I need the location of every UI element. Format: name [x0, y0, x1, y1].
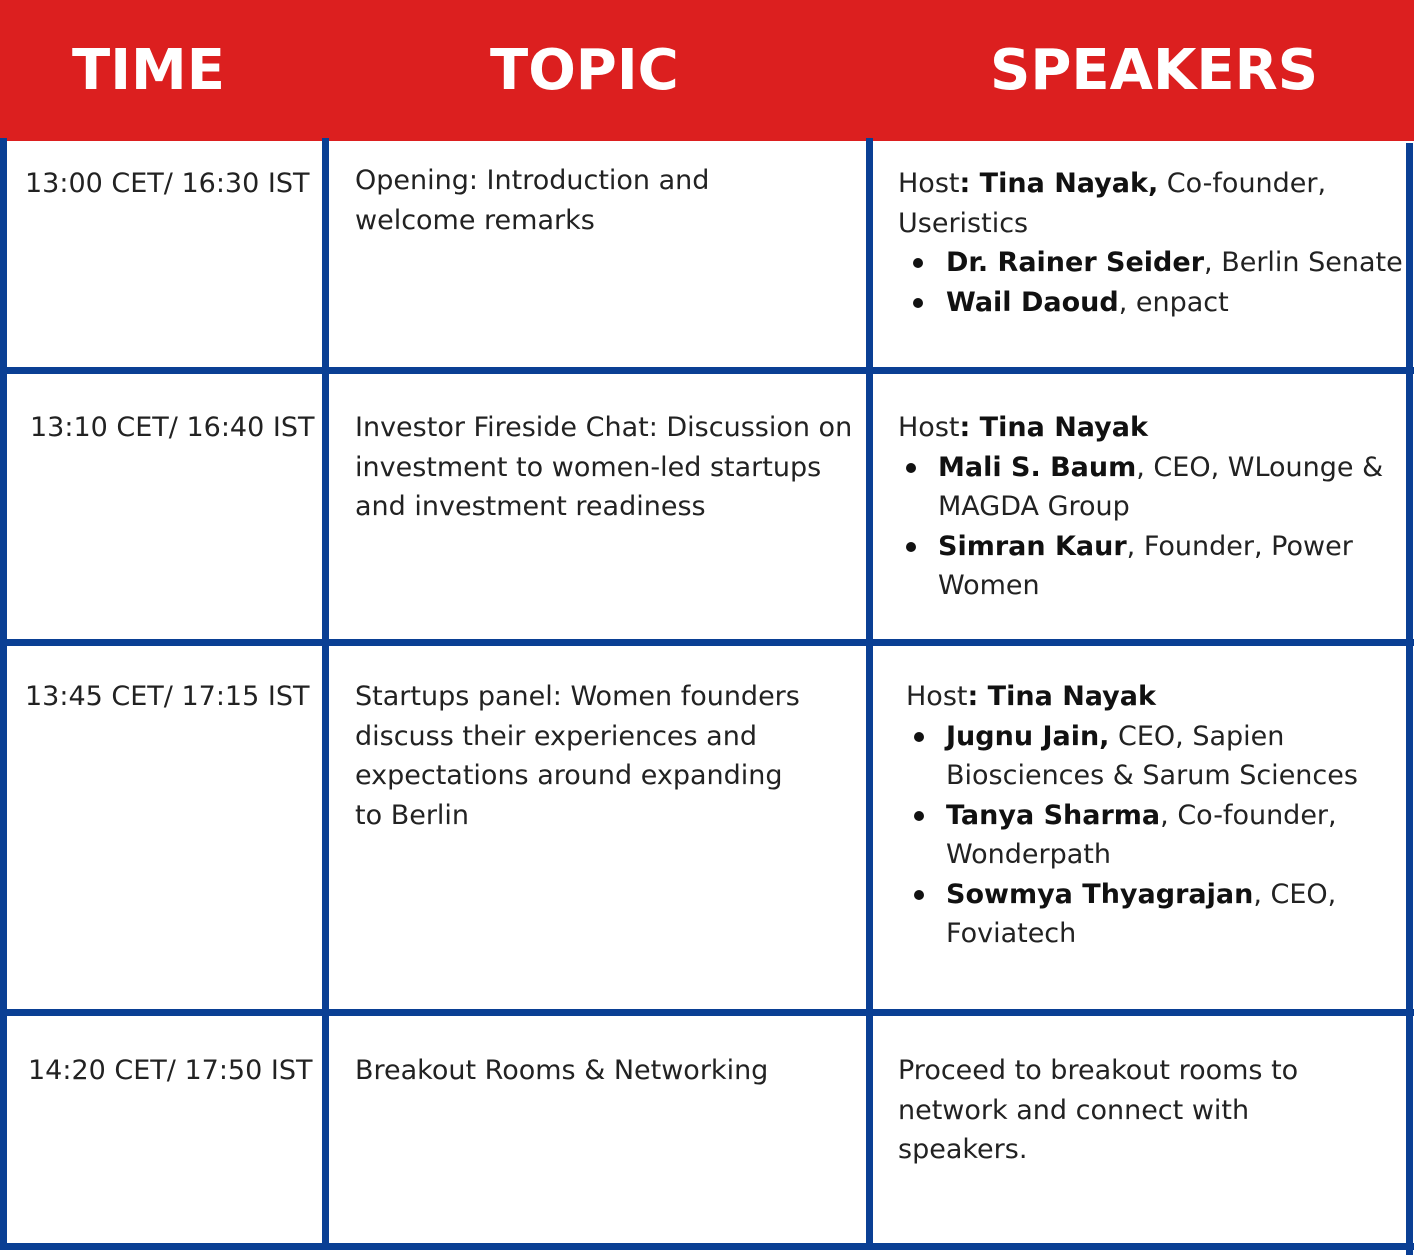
row4-speakers	[898, 1051, 1403, 1170]
bullet-icon	[913, 258, 923, 268]
speaker-item	[906, 717, 1411, 796]
speaker-role: CEO, Sapien	[1109, 720, 1285, 752]
host-label: Host	[906, 681, 968, 712]
row4-speaker-text: Proceed to breakout rooms to	[898, 1055, 1299, 1086]
row3-speakers	[906, 677, 1411, 954]
agenda-header	[0, 0, 1414, 141]
bullet-icon	[906, 463, 916, 473]
row1-topic-line: Opening: Introduction and	[355, 165, 710, 196]
header-time: TIME	[72, 38, 226, 103]
speaker-role-line2: Foviatech	[946, 918, 1077, 949]
row2-host-line	[898, 408, 1403, 448]
host-role-line2: Useristics	[898, 207, 1029, 239]
row2-topic	[355, 408, 860, 527]
grid-line-row1	[0, 367, 1414, 374]
bullet-icon	[913, 298, 923, 308]
row4-speaker-text: network and connect with	[898, 1094, 1250, 1126]
speaker-name: Wail Daoud	[946, 286, 1119, 318]
speaker-role-line2: Biosciences & Sarum Sciences	[946, 760, 1358, 791]
speaker-role: , CEO, WLounge &	[1136, 451, 1384, 483]
speaker-name: Sowmya Thyagrajan	[946, 878, 1254, 910]
speaker-name: Tanya Sharma	[946, 799, 1161, 831]
header-speakers: SPEAKERS	[990, 38, 1319, 103]
header-topic: TOPIC	[490, 38, 679, 103]
speaker-role-line2: MAGDA Group	[938, 491, 1130, 522]
grid-line-left	[0, 138, 7, 1250]
host-name: : Tina Nayak	[959, 412, 1148, 443]
row4-topic-line: Breakout Rooms & Networking	[355, 1055, 769, 1086]
grid-line-col2	[866, 138, 873, 1250]
host-name: : Tina Nayak,	[959, 168, 1159, 199]
speaker-role: , Co-founder,	[1160, 799, 1337, 831]
speaker-name: Simran Kaur	[938, 530, 1127, 562]
bullet-icon	[906, 542, 916, 552]
row2-speaker-list	[898, 448, 1403, 606]
speaker-item	[906, 875, 1411, 954]
grid-line-row2	[0, 639, 1414, 646]
grid-line-row3	[0, 1009, 1414, 1016]
row1-speakers	[898, 164, 1403, 322]
speaker-item	[898, 283, 1403, 323]
speaker-role: , Founder, Power	[1126, 530, 1353, 562]
speaker-role: , enpact	[1118, 286, 1229, 318]
row1-topic-line: welcome remarks	[355, 204, 595, 236]
speaker-item	[898, 243, 1403, 283]
speaker-item	[906, 796, 1411, 875]
row3-speaker-list	[906, 717, 1411, 954]
speaker-role-line2: Wonderpath	[946, 839, 1111, 870]
bullet-icon	[914, 890, 924, 900]
row2-time: 13:10 CET/ 16:40 IST	[30, 412, 315, 443]
row1-time: 13:00 CET/ 16:30 IST	[25, 168, 310, 199]
speaker-role-line2: Women	[938, 570, 1040, 601]
grid-line-bottom	[0, 1243, 1414, 1250]
speaker-item	[898, 448, 1403, 527]
host-name: : Tina Nayak	[967, 681, 1156, 712]
grid-line-col1	[322, 138, 329, 1250]
row3-time: 13:45 CET/ 17:15 IST	[25, 681, 310, 712]
row3-topic-line: to Berlin	[355, 799, 470, 831]
row4-speaker-text: speakers.	[898, 1134, 1028, 1165]
row3-host-line	[906, 677, 1411, 717]
host-label: Host	[898, 168, 960, 199]
speaker-item	[898, 527, 1403, 606]
row3-topic-line: Startups panel: Women founders	[355, 681, 800, 712]
row3-topic	[355, 677, 855, 835]
speaker-name: Dr. Rainer Seider	[946, 247, 1205, 278]
host-role: Co-founder,	[1158, 168, 1327, 199]
row2-topic-line: Investor Fireside Chat: Discussion on	[355, 412, 853, 443]
row2-topic-line: investment to women-led startups	[355, 451, 822, 483]
row2-speakers	[898, 408, 1403, 606]
row1-topic	[355, 161, 855, 240]
row4-time: 14:20 CET/ 17:50 IST	[28, 1055, 313, 1086]
host-label: Host	[898, 412, 960, 443]
speaker-name: Mali S. Baum	[938, 451, 1137, 483]
speaker-name: Jugnu Jain,	[946, 720, 1110, 752]
row3-topic-line: expectations around expanding	[355, 760, 783, 791]
bullet-icon	[914, 811, 924, 821]
row2-topic-line: and investment readiness	[355, 491, 706, 522]
row1-speaker-list	[898, 243, 1403, 322]
bullet-icon	[914, 732, 924, 742]
row1-host-line	[898, 164, 1403, 204]
speaker-role: , CEO,	[1253, 878, 1337, 910]
row4-topic	[355, 1051, 855, 1091]
speaker-role: , Berlin Senate	[1204, 247, 1403, 278]
row3-topic-line: discuss their experiences and	[355, 720, 757, 752]
